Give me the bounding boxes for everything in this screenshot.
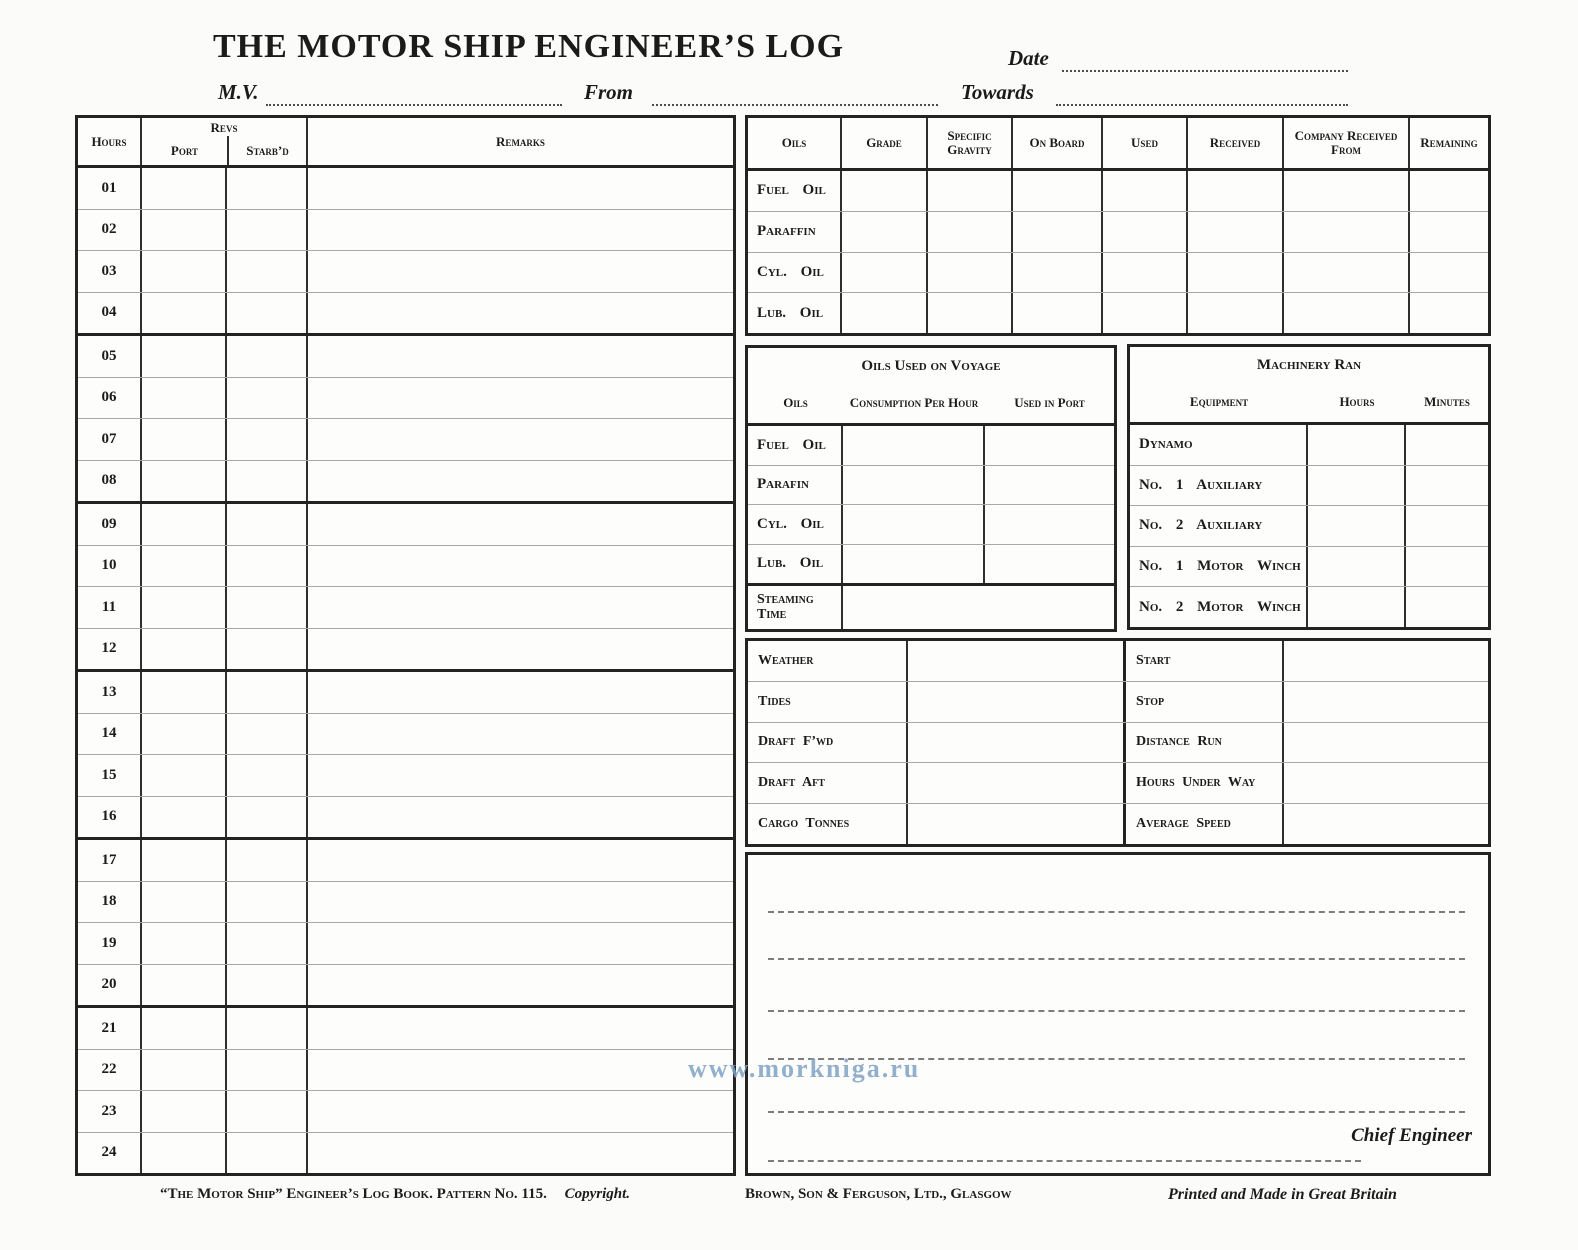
starbd-revs-cell: [227, 1050, 308, 1091]
equipment-label: No. 1 Motor Winch: [1130, 547, 1308, 587]
oils-column-header: Company Received From: [1284, 118, 1410, 168]
remarks-cell: [308, 672, 733, 713]
date-label: Date: [1008, 46, 1049, 70]
starbd-revs-cell: [227, 378, 308, 419]
page-title: THE MOTOR SHIP ENGINEER’S LOG: [213, 28, 845, 65]
oils-used-on-voyage-table: [745, 345, 1117, 632]
voyage-oils-row: [748, 465, 1114, 505]
machinery-row: [1130, 546, 1488, 587]
port-revs-cell: [142, 168, 227, 209]
voyage-stat-row: [748, 681, 1488, 722]
starbd-revs-cell: [227, 1008, 308, 1049]
log-table-row: [78, 1132, 733, 1174]
machinery-minutes-cell: [1406, 506, 1488, 546]
remarks-cell: [308, 546, 733, 587]
equipment-label: Dynamo: [1130, 425, 1308, 465]
oils-column-header: Received: [1188, 118, 1284, 168]
footer-publisher: Brown, Son & Ferguson, Ltd., Glasgow: [745, 1186, 1012, 1202]
log-table-row: [78, 292, 733, 334]
oils-value-cell: [1284, 253, 1410, 293]
stat-label-left: Weather: [748, 641, 908, 681]
stat-value-right: [1284, 682, 1488, 722]
oils-value-cell: [1188, 253, 1284, 293]
oil-row-label: Fuel Oil: [748, 171, 842, 211]
hour-number: 24: [78, 1133, 142, 1174]
machinery-ran-table: [1127, 344, 1491, 630]
port-revs-cell: [142, 672, 227, 713]
stat-label-right: Hours Under Way: [1126, 763, 1284, 803]
starbd-revs-cell: [227, 714, 308, 755]
oils-value-cell: [842, 253, 928, 293]
watermark: www.morkniga.ru: [688, 1054, 921, 1083]
log-table-row: [78, 501, 733, 545]
machinery-hours-cell: [1308, 587, 1406, 627]
remarks-cell: [308, 419, 733, 460]
port-revs-cell: [142, 1133, 227, 1174]
remarks-cell: [308, 714, 733, 755]
chief-engineer-signature-label: Chief Engineer: [1351, 1125, 1472, 1146]
consumption-per-hour-cell: [843, 466, 985, 505]
remarks-cell: [308, 1050, 733, 1091]
towards-field-line: [1056, 80, 1348, 106]
remarks-cell: [308, 251, 733, 292]
log-table-row: [78, 460, 733, 502]
remarks-cell: [308, 461, 733, 502]
machinery-hours-cell: [1308, 425, 1406, 465]
remarks-cell: [308, 755, 733, 796]
starbd-revs-cell: [227, 797, 308, 838]
stat-value-right: [1284, 641, 1488, 681]
log-table-row: [78, 545, 733, 587]
oils-value-cell: [1013, 293, 1103, 333]
equipment-column-header: Equipment: [1189, 394, 1249, 410]
voyage-oils-row: [748, 504, 1114, 544]
remarks-cell: [308, 336, 733, 377]
used-in-port-cell: [985, 505, 1114, 544]
oils-value-cell: [1284, 171, 1410, 211]
log-table-row: [78, 168, 733, 209]
oil-row-label: Cyl. Oil: [748, 253, 842, 293]
stat-label-left: Draft Aft: [748, 763, 908, 803]
from-field-line: [652, 80, 938, 106]
starbd-revs-cell: [227, 168, 308, 209]
port-revs-cell: [142, 840, 227, 881]
equipment-label: No. 2 Motor Winch: [1130, 587, 1308, 627]
oils-inventory-table: [745, 115, 1491, 336]
hours-column-header: Hours: [78, 118, 142, 165]
port-revs-cell: [142, 378, 227, 419]
hour-number: 23: [78, 1091, 142, 1132]
oils-column-header: Specific Gravity: [928, 118, 1013, 168]
remarks-cell: [308, 965, 733, 1006]
remarks-cell: [308, 629, 733, 670]
remarks-cell: [308, 293, 733, 334]
port-revs-cell: [142, 629, 227, 670]
port-revs-cell: [142, 1091, 227, 1132]
oil-row-label: Lub. Oil: [748, 293, 842, 333]
machinery-minutes-cell: [1406, 425, 1488, 465]
oils-column-header: On Board: [1013, 118, 1103, 168]
revs-column-header: Revs: [210, 120, 238, 135]
footer-printed-in: Printed and Made in Great Britain: [1168, 1186, 1397, 1203]
starbd-revs-cell: [227, 546, 308, 587]
starbd-column-header: Starb’d: [227, 136, 306, 165]
port-revs-cell: [142, 587, 227, 628]
log-table-row: [78, 922, 733, 964]
hour-number: 18: [78, 882, 142, 923]
used-in-port-cell: [985, 426, 1114, 465]
oils-value-cell: [1013, 171, 1103, 211]
consumption-per-hour-cell: [843, 545, 985, 584]
starbd-revs-cell: [227, 251, 308, 292]
hour-number: 17: [78, 840, 142, 881]
oils-column-header: Grade: [842, 118, 928, 168]
footer-pattern-label: “The Motor Ship” Engineer’s Log Book. Pattern No. 115.: [159, 1186, 547, 1202]
machinery-hours-cell: [1308, 466, 1406, 506]
stat-label-left: Cargo Tonnes: [748, 804, 908, 844]
stat-label-right: Start: [1126, 641, 1284, 681]
log-table-row: [78, 881, 733, 923]
log-table-row: [78, 628, 733, 670]
oils-value-cell: [1103, 253, 1188, 293]
oils-value-cell: [1410, 212, 1488, 252]
hour-number: 09: [78, 504, 142, 545]
machinery-title: Machinery Ran: [1256, 356, 1362, 373]
notes-write-line: [768, 1160, 1361, 1162]
starbd-revs-cell: [227, 672, 308, 713]
consumption-per-hour-cell: [843, 505, 985, 544]
voyage-used-in-port-column-header: Used in Port: [1014, 395, 1085, 411]
starbd-revs-cell: [227, 461, 308, 502]
stat-value-right: [1284, 804, 1488, 844]
voyage-oils-row: [748, 544, 1114, 584]
voyage-oils-column-header: Oils: [783, 395, 808, 411]
starbd-revs-cell: [227, 965, 308, 1006]
voyage-oils-title: Oils Used on Voyage: [861, 357, 1001, 374]
hour-number: 07: [78, 419, 142, 460]
port-revs-cell: [142, 755, 227, 796]
hour-number: 01: [78, 168, 142, 209]
voyage-oil-label: Fuel Oil: [748, 426, 843, 465]
equipment-label: No. 2 Auxiliary: [1130, 506, 1308, 546]
port-revs-cell: [142, 1008, 227, 1049]
remarks-cell: [308, 378, 733, 419]
steaming-time-cell: [843, 586, 1114, 629]
equipment-label: No. 1 Auxiliary: [1130, 466, 1308, 506]
starbd-revs-cell: [227, 419, 308, 460]
port-revs-cell: [142, 336, 227, 377]
log-table-row: [78, 837, 733, 881]
voyage-consumption-column-header: Consumption Per Hour: [849, 395, 979, 411]
oils-table-row: [748, 292, 1488, 333]
from-label: From: [584, 80, 634, 104]
remarks-cell: [308, 797, 733, 838]
machinery-hours-column-header: Hours: [1339, 394, 1375, 410]
remarks-cell: [308, 1008, 733, 1049]
steaming-time-label: Steaming Time: [748, 586, 843, 629]
machinery-minutes-cell: [1406, 547, 1488, 587]
hour-number: 11: [78, 587, 142, 628]
voyage-stat-row: [748, 803, 1488, 844]
stat-label-left: Tides: [748, 682, 908, 722]
starbd-revs-cell: [227, 882, 308, 923]
oils-column-header: Used: [1103, 118, 1188, 168]
hour-number: 12: [78, 629, 142, 670]
date-field-line: [1062, 46, 1348, 72]
hour-number: 10: [78, 546, 142, 587]
notes-box: [745, 852, 1491, 1176]
oils-value-cell: [928, 293, 1013, 333]
voyage-oil-label: Parafin: [748, 466, 843, 505]
remarks-cell: [308, 1091, 733, 1132]
oils-value-cell: [1410, 253, 1488, 293]
used-in-port-cell: [985, 545, 1114, 584]
log-table-row: [78, 713, 733, 755]
revs-column-group: [142, 118, 308, 165]
oils-value-cell: [1284, 212, 1410, 252]
log-table-row: [78, 333, 733, 377]
oils-value-cell: [842, 171, 928, 211]
used-in-port-cell: [985, 466, 1114, 505]
notes-write-line: [768, 1010, 1465, 1012]
port-revs-cell: [142, 251, 227, 292]
hour-number: 05: [78, 336, 142, 377]
voyage-oils-header: [748, 384, 1114, 426]
oils-table-header: [748, 118, 1488, 171]
oils-table-row: [748, 211, 1488, 252]
remarks-cell: [308, 1133, 733, 1174]
machinery-row: [1130, 465, 1488, 506]
starbd-revs-cell: [227, 210, 308, 251]
hourly-log-table: [75, 115, 736, 1176]
oils-value-cell: [842, 212, 928, 252]
steaming-time-row: [748, 583, 1114, 629]
starbd-revs-cell: [227, 587, 308, 628]
oils-value-cell: [928, 171, 1013, 211]
hour-number: 16: [78, 797, 142, 838]
remarks-cell: [308, 504, 733, 545]
oil-row-label: Paraffin: [748, 212, 842, 252]
hour-number: 13: [78, 672, 142, 713]
hour-number: 20: [78, 965, 142, 1006]
port-revs-cell: [142, 504, 227, 545]
oils-value-cell: [842, 293, 928, 333]
port-revs-cell: [142, 965, 227, 1006]
notes-write-line: [768, 911, 1465, 913]
stat-value-left: [908, 682, 1126, 722]
hour-number: 22: [78, 1050, 142, 1091]
notes-write-line: [768, 958, 1465, 960]
oils-value-cell: [1284, 293, 1410, 333]
oils-value-cell: [928, 212, 1013, 252]
oils-column-header: Remaining: [1420, 134, 1478, 150]
starbd-revs-cell: [227, 1133, 308, 1174]
port-revs-cell: [142, 797, 227, 838]
stat-label-right: Distance Run: [1126, 723, 1284, 763]
oils-value-cell: [1410, 293, 1488, 333]
oils-value-cell: [1013, 253, 1103, 293]
log-table-row: [78, 418, 733, 460]
oils-value-cell: [1188, 293, 1284, 333]
port-revs-cell: [142, 210, 227, 251]
port-revs-cell: [142, 293, 227, 334]
starbd-revs-cell: [227, 336, 308, 377]
port-revs-cell: [142, 419, 227, 460]
remarks-cell: [308, 923, 733, 964]
machinery-row: [1130, 425, 1488, 465]
voyage-stat-row: [748, 722, 1488, 763]
voyage-stats-table: [745, 638, 1491, 847]
towards-label: Towards: [961, 80, 1034, 104]
footer-pattern-text: [100, 1186, 690, 1203]
stat-value-left: [908, 641, 1126, 681]
oils-value-cell: [1188, 212, 1284, 252]
oils-value-cell: [1188, 171, 1284, 211]
log-table-row: [78, 669, 733, 713]
oils-column-header: Oils: [748, 118, 842, 168]
oils-table-row: [748, 171, 1488, 211]
hour-number: 02: [78, 210, 142, 251]
machinery-minutes-cell: [1406, 587, 1488, 627]
machinery-row: [1130, 586, 1488, 627]
port-revs-cell: [142, 923, 227, 964]
port-revs-cell: [142, 461, 227, 502]
oils-table-row: [748, 252, 1488, 293]
hour-number: 08: [78, 461, 142, 502]
stat-label-right: Average Speed: [1126, 804, 1284, 844]
hour-number: 15: [78, 755, 142, 796]
remarks-cell: [308, 840, 733, 881]
mv-field-line: [266, 80, 562, 106]
starbd-revs-cell: [227, 755, 308, 796]
stat-value-right: [1284, 723, 1488, 763]
stat-value-left: [908, 723, 1126, 763]
voyage-oil-label: Lub. Oil: [748, 545, 843, 584]
consumption-per-hour-cell: [843, 426, 985, 465]
log-table-row: [78, 209, 733, 251]
log-table-row: [78, 1049, 733, 1091]
log-table-row: [78, 1005, 733, 1049]
remarks-cell: [308, 882, 733, 923]
mv-label: M.V.: [218, 80, 259, 104]
machinery-hours-cell: [1308, 547, 1406, 587]
log-table-row: [78, 964, 733, 1006]
oils-value-cell: [1103, 171, 1188, 211]
remarks-cell: [308, 210, 733, 251]
oils-value-cell: [1013, 212, 1103, 252]
hour-number: 21: [78, 1008, 142, 1049]
voyage-stat-row: [748, 641, 1488, 681]
machinery-minutes-cell: [1406, 466, 1488, 506]
hour-number: 04: [78, 293, 142, 334]
notes-write-line: [768, 1111, 1465, 1113]
port-revs-cell: [142, 882, 227, 923]
log-table-row: [78, 754, 733, 796]
stat-value-right: [1284, 763, 1488, 803]
remarks-cell: [308, 168, 733, 209]
oils-value-cell: [928, 253, 1013, 293]
machinery-hours-cell: [1308, 506, 1406, 546]
starbd-revs-cell: [227, 504, 308, 545]
footer-copyright-label: Copyright.: [564, 1186, 631, 1202]
starbd-revs-cell: [227, 293, 308, 334]
hour-number: 19: [78, 923, 142, 964]
port-revs-cell: [142, 1050, 227, 1091]
port-column-header: Port: [170, 142, 199, 158]
stat-value-left: [908, 763, 1126, 803]
starbd-revs-cell: [227, 629, 308, 670]
log-table-header: [78, 118, 733, 168]
log-table-row: [78, 586, 733, 628]
oils-value-cell: [1103, 293, 1188, 333]
starbd-revs-cell: [227, 1091, 308, 1132]
hour-number: 03: [78, 251, 142, 292]
port-revs-cell: [142, 714, 227, 755]
remarks-cell: [308, 587, 733, 628]
hour-number: 14: [78, 714, 142, 755]
voyage-oil-label: Cyl. Oil: [748, 505, 843, 544]
stat-label-left: Draft F’wd: [748, 723, 908, 763]
machinery-minutes-column-header: Minutes: [1424, 394, 1470, 410]
log-table-row: [78, 250, 733, 292]
oils-value-cell: [1103, 212, 1188, 252]
log-table-row: [78, 377, 733, 419]
remarks-column-header: Remarks: [496, 133, 545, 149]
port-revs-cell: [142, 546, 227, 587]
log-table-row: [78, 1090, 733, 1132]
voyage-stat-row: [748, 762, 1488, 803]
oils-value-cell: [1410, 171, 1488, 211]
starbd-revs-cell: [227, 840, 308, 881]
stat-value-left: [908, 804, 1126, 844]
voyage-oils-row: [748, 426, 1114, 465]
stat-label-right: Stop: [1126, 682, 1284, 722]
machinery-header: [1130, 383, 1488, 425]
machinery-row: [1130, 505, 1488, 546]
hour-number: 06: [78, 378, 142, 419]
log-table-row: [78, 796, 733, 838]
starbd-revs-cell: [227, 923, 308, 964]
